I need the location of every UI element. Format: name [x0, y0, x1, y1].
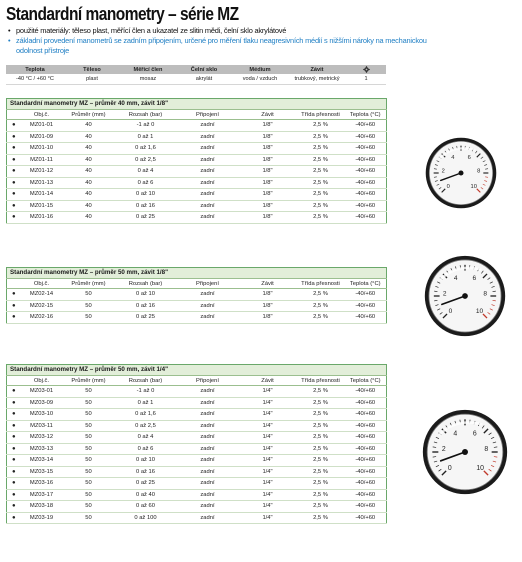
svg-text:2: 2 [442, 290, 447, 298]
table-cell: -40/+60 [345, 512, 387, 524]
table-cell: 0 až 40 [115, 489, 177, 501]
column-header: Rozsah (bar) [115, 279, 177, 289]
table-row [7, 512, 387, 524]
table-cell: -40/+60 [345, 177, 387, 189]
column-header: Připojení [177, 279, 239, 289]
row-bullet-icon: ● [7, 131, 21, 143]
row-bullet-icon: ● [7, 143, 21, 155]
table-cell: MZ03-15 [21, 466, 63, 478]
table-cell: MZ01-14 [21, 189, 63, 201]
table-cell: MZ01-13 [21, 177, 63, 189]
table-row [7, 289, 387, 301]
table-cell: 40 [63, 166, 115, 178]
svg-text:6: 6 [472, 275, 477, 283]
column-header: Třída přesnosti [297, 376, 345, 386]
row-bullet-icon: ● [7, 512, 21, 524]
column-header: Připojení [177, 376, 239, 386]
column-header: Obj.č. [21, 110, 63, 120]
table-cell: 0 až 16 [115, 466, 177, 478]
table-cell: 1/8" [239, 212, 297, 224]
column-header: Průměr (mm) [63, 376, 115, 386]
product-table-mz01 [6, 98, 387, 224]
table-cell: -40/+60 [345, 289, 387, 301]
table-cell: 1/4" [239, 443, 297, 455]
table-row [7, 455, 387, 467]
table-cell: 0 až 25 [115, 212, 177, 224]
table-cell: 2,5 % [297, 386, 345, 398]
row-bullet-icon: ● [7, 212, 21, 224]
table-cell: zadní [177, 420, 239, 432]
table-cell: zadní [177, 501, 239, 513]
table-cell: 1/4" [239, 432, 297, 444]
table-cell: 1/8" [239, 189, 297, 201]
table-cell: zadní [177, 166, 239, 178]
table-row [7, 478, 387, 490]
table-cell: zadní [177, 443, 239, 455]
table-cell: 40 [63, 154, 115, 166]
spec-table [6, 65, 386, 85]
row-bullet-icon: ● [7, 478, 21, 490]
table-cell: -40/+60 [345, 143, 387, 155]
pressure-gauge-40mm-icon [425, 137, 497, 209]
table-cell: 1/8" [239, 143, 297, 155]
table-cell: 1/4" [239, 501, 297, 513]
table-cell: MZ03-11 [21, 420, 63, 432]
table-cell: -40/+60 [345, 120, 387, 132]
table-row [7, 489, 387, 501]
table-title: Standardní manometry MZ – průměr 50 mm, závit 1/8" [6, 267, 387, 278]
table-cell: zadní [177, 131, 239, 143]
table-row [7, 312, 387, 324]
row-bullet-icon: ● [7, 386, 21, 398]
table-cell: -40/+60 [345, 397, 387, 409]
table-cell: 2,5 % [297, 143, 345, 155]
table-cell: 1/4" [239, 397, 297, 409]
table-cell: zadní [177, 300, 239, 312]
table-cell: 0 až 1,6 [115, 143, 177, 155]
table-cell: 40 [63, 200, 115, 212]
bullet-column-header [7, 110, 21, 120]
svg-text:0: 0 [446, 183, 450, 190]
table-row [7, 177, 387, 189]
table-cell: zadní [177, 512, 239, 524]
table-cell: -40/+60 [345, 200, 387, 212]
spec-cell: voda / vzduch [232, 74, 288, 85]
table-cell: 50 [63, 420, 115, 432]
gear-icon [363, 66, 370, 73]
column-header: Připojení [177, 110, 239, 120]
table-cell: 2,5 % [297, 166, 345, 178]
table-cell: MZ03-17 [21, 489, 63, 501]
svg-text:2: 2 [441, 168, 445, 175]
table-cell: MZ03-16 [21, 478, 63, 490]
table-cell: -40/+60 [345, 455, 387, 467]
table-cell: 40 [63, 120, 115, 132]
table-cell: 50 [63, 289, 115, 301]
row-bullet-icon: ● [7, 166, 21, 178]
table-cell: zadní [177, 455, 239, 467]
table-cell: 1/8" [239, 154, 297, 166]
table-cell: 2,5 % [297, 466, 345, 478]
table-header-row [7, 376, 387, 386]
row-bullet-icon: ● [7, 120, 21, 132]
svg-text:4: 4 [453, 430, 458, 438]
column-header: Rozsah (bar) [115, 376, 177, 386]
spec-header-row [6, 65, 386, 74]
column-header: Teplota (°C) [345, 376, 387, 386]
spec-header-cell [346, 65, 386, 74]
table-row [7, 432, 387, 444]
table-cell: 0 až 6 [115, 177, 177, 189]
table-cell: 50 [63, 478, 115, 490]
table-cell: 50 [63, 455, 115, 467]
feature-list [8, 26, 508, 56]
table-cell: MZ03-14 [21, 455, 63, 467]
table-cell: MZ01-12 [21, 166, 63, 178]
table-cell: 2,5 % [297, 312, 345, 324]
row-bullet-icon: ● [7, 177, 21, 189]
product-table-mz02 [6, 267, 387, 324]
column-header: Rozsah (bar) [115, 110, 177, 120]
table-cell: 2,5 % [297, 409, 345, 421]
table-row [7, 397, 387, 409]
row-bullet-icon: ● [7, 443, 21, 455]
row-bullet-icon: ● [7, 397, 21, 409]
table-cell: zadní [177, 432, 239, 444]
spec-header-cell: Médium [232, 65, 288, 74]
table-cell: -40/+60 [345, 154, 387, 166]
table-cell: 50 [63, 300, 115, 312]
table-cell: zadní [177, 120, 239, 132]
table-row [7, 409, 387, 421]
table-cell: 50 [63, 466, 115, 478]
table-cell: 0 až 4 [115, 166, 177, 178]
table-cell: -40/+60 [345, 386, 387, 398]
table-row [7, 166, 387, 178]
table-cell: 1/4" [239, 466, 297, 478]
svg-text:2: 2 [441, 446, 446, 454]
table-row [7, 443, 387, 455]
table-cell: -1 až 0 [115, 120, 177, 132]
spec-header-cell: Teplota [6, 65, 64, 74]
table-cell: 0 až 16 [115, 300, 177, 312]
table-row [7, 212, 387, 224]
table-cell: -40/+60 [345, 420, 387, 432]
table-cell: 1/4" [239, 489, 297, 501]
column-header: Teplota (°C) [345, 110, 387, 120]
pressure-gauge-50mm-icon [422, 409, 508, 495]
table-cell: 50 [63, 386, 115, 398]
table-cell: 0 až 4 [115, 432, 177, 444]
table-cell: 0 až 1 [115, 131, 177, 143]
svg-text:10: 10 [470, 183, 477, 190]
column-header: Obj.č. [21, 376, 63, 386]
svg-text:4: 4 [453, 275, 458, 283]
column-header: Závit [239, 376, 297, 386]
svg-text:6: 6 [472, 430, 477, 438]
table-cell: 1/8" [239, 166, 297, 178]
bullet-column-header [7, 376, 21, 386]
row-bullet-icon: ● [7, 289, 21, 301]
table-cell: 1/8" [239, 120, 297, 132]
table-row [7, 131, 387, 143]
table-cell: zadní [177, 489, 239, 501]
table-cell: 1/4" [239, 386, 297, 398]
column-header: Závit [239, 279, 297, 289]
table-cell: -40/+60 [345, 501, 387, 513]
table-row [7, 420, 387, 432]
table-cell: 40 [63, 212, 115, 224]
table-title: Standardní manometry MZ – průměr 40 mm, závit 1/8" [6, 98, 387, 109]
table-cell: 2,5 % [297, 443, 345, 455]
table-cell: 1/8" [239, 300, 297, 312]
table-cell: 0 až 1 [115, 397, 177, 409]
row-bullet-icon: ● [7, 501, 21, 513]
feature-item: • použité materiály: těleso plast, měřící člen a ukazatel ze slitin mědi, čelní sklo akrylátové [8, 26, 508, 36]
table-header-row [7, 110, 387, 120]
table-cell: MZ03-09 [21, 397, 63, 409]
table-cell: zadní [177, 397, 239, 409]
table-header-row [7, 279, 387, 289]
table-cell: 2,5 % [297, 432, 345, 444]
table-cell: zadní [177, 466, 239, 478]
table-row [7, 300, 387, 312]
table-cell: -40/+60 [345, 131, 387, 143]
table-row [7, 154, 387, 166]
table-cell: 0 až 10 [115, 289, 177, 301]
table-cell: -40/+60 [345, 489, 387, 501]
table-row [7, 466, 387, 478]
table-cell: -40/+60 [345, 432, 387, 444]
table-cell: 2,5 % [297, 154, 345, 166]
table-cell: 0 až 25 [115, 312, 177, 324]
table-row [7, 501, 387, 513]
table-cell: 1/4" [239, 455, 297, 467]
table-cell: 2,5 % [297, 455, 345, 467]
table-cell: 0 až 2,5 [115, 420, 177, 432]
table-cell: -40/+60 [345, 466, 387, 478]
row-bullet-icon: ● [7, 200, 21, 212]
spec-cell: -40 °C / +60 °C [6, 74, 64, 85]
table-cell: 50 [63, 432, 115, 444]
row-bullet-icon: ● [7, 189, 21, 201]
table-cell: 0 až 10 [115, 455, 177, 467]
column-header: Závit [239, 110, 297, 120]
table-cell: -40/+60 [345, 312, 387, 324]
table-row [7, 120, 387, 132]
table-cell: 2,5 % [297, 177, 345, 189]
table-cell: 2,5 % [297, 300, 345, 312]
table-cell: zadní [177, 289, 239, 301]
pressure-gauge-50mm-icon [424, 255, 506, 337]
spec-header-cell: Měřicí člen [120, 65, 176, 74]
table-cell: 50 [63, 443, 115, 455]
column-header: Průměr (mm) [63, 279, 115, 289]
table-cell: 50 [63, 312, 115, 324]
spec-cell: 1 [346, 74, 386, 85]
table-cell: 2,5 % [297, 120, 345, 132]
svg-text:0: 0 [447, 464, 452, 472]
bullet-column-header [7, 279, 21, 289]
table-row [7, 143, 387, 155]
table-cell: -40/+60 [345, 212, 387, 224]
table-cell: zadní [177, 312, 239, 324]
table-cell: 40 [63, 189, 115, 201]
table-cell: -40/+60 [345, 478, 387, 490]
table-cell: zadní [177, 212, 239, 224]
table-cell: zadní [177, 478, 239, 490]
svg-text:4: 4 [451, 155, 455, 162]
table-cell: 50 [63, 501, 115, 513]
row-bullet-icon: ● [7, 466, 21, 478]
column-header: Třída přesnosti [297, 279, 345, 289]
table-cell: 0 až 16 [115, 200, 177, 212]
table-cell: MZ03-01 [21, 386, 63, 398]
svg-text:0: 0 [448, 307, 453, 315]
spec-cell: mosaz [120, 74, 176, 85]
table-cell: 0 až 10 [115, 189, 177, 201]
row-bullet-icon: ● [7, 154, 21, 166]
table-cell: -40/+60 [345, 300, 387, 312]
table-cell: 0 až 6 [115, 443, 177, 455]
column-header: Teplota (°C) [345, 279, 387, 289]
table-cell: 2,5 % [297, 478, 345, 490]
table-cell: 50 [63, 512, 115, 524]
table-cell: 40 [63, 143, 115, 155]
table-cell: MZ03-18 [21, 501, 63, 513]
spec-row [6, 74, 386, 85]
table-cell: 2,5 % [297, 489, 345, 501]
table-row [7, 200, 387, 212]
row-bullet-icon: ● [7, 409, 21, 421]
table-cell: 1/4" [239, 478, 297, 490]
table-row [7, 386, 387, 398]
table-cell: MZ01-09 [21, 131, 63, 143]
row-bullet-icon: ● [7, 300, 21, 312]
table-cell: -40/+60 [345, 166, 387, 178]
table-cell: 2,5 % [297, 131, 345, 143]
table-cell: MZ01-11 [21, 154, 63, 166]
table-cell: MZ01-10 [21, 143, 63, 155]
svg-text:10: 10 [475, 307, 484, 315]
spec-header-cell: Čelní sklo [176, 65, 232, 74]
table-cell: 0 až 1,6 [115, 409, 177, 421]
spec-header-cell: Závit [288, 65, 346, 74]
row-bullet-icon: ● [7, 432, 21, 444]
table-cell: MZ02-14 [21, 289, 63, 301]
table-cell: zadní [177, 409, 239, 421]
column-header: Průměr (mm) [63, 110, 115, 120]
table-cell: zadní [177, 154, 239, 166]
table-cell: zadní [177, 177, 239, 189]
table-cell: MZ03-13 [21, 443, 63, 455]
table-cell: MZ01-15 [21, 200, 63, 212]
table-cell: 2,5 % [297, 420, 345, 432]
svg-text:8: 8 [484, 446, 489, 454]
svg-text:10: 10 [476, 464, 485, 472]
table-cell: MZ02-15 [21, 300, 63, 312]
table-cell: 0 až 100 [115, 512, 177, 524]
table-cell: 1/4" [239, 409, 297, 421]
table-cell: 2,5 % [297, 512, 345, 524]
table-title: Standardní manometry MZ – průměr 50 mm, závit 1/4" [6, 364, 387, 375]
table-cell: 2,5 % [297, 501, 345, 513]
table-cell: MZ03-19 [21, 512, 63, 524]
row-bullet-icon: ● [7, 420, 21, 432]
table-cell: 0 až 2,5 [115, 154, 177, 166]
table-cell: 1/8" [239, 131, 297, 143]
table-cell: -1 až 0 [115, 386, 177, 398]
table-cell: zadní [177, 189, 239, 201]
table-cell: -40/+60 [345, 189, 387, 201]
table-cell: 50 [63, 489, 115, 501]
feature-item: • základní provedení manometrů se zadním připojením, určené pro měření tlaku neagresivních médií s nižšími nároky na mechanickou odolnost přístroje [8, 36, 508, 56]
column-header: Obj.č. [21, 279, 63, 289]
svg-text:6: 6 [467, 155, 471, 162]
table-cell: 0 až 60 [115, 501, 177, 513]
table-cell: zadní [177, 143, 239, 155]
spec-cell: akrylát [176, 74, 232, 85]
page-title: Standardní manometry – série MZ [6, 4, 239, 24]
product-table-mz03 [6, 364, 387, 524]
table-cell: 2,5 % [297, 200, 345, 212]
spec-cell: plast [64, 74, 120, 85]
table-cell: MZ03-12 [21, 432, 63, 444]
table-cell: 1/8" [239, 177, 297, 189]
table-cell: 1/4" [239, 512, 297, 524]
row-bullet-icon: ● [7, 312, 21, 324]
table-cell: MZ03-10 [21, 409, 63, 421]
table-cell: zadní [177, 386, 239, 398]
row-bullet-icon: ● [7, 455, 21, 467]
table-cell: 50 [63, 409, 115, 421]
table-cell: 40 [63, 131, 115, 143]
table-cell: -40/+60 [345, 409, 387, 421]
table-cell: 2,5 % [297, 189, 345, 201]
table-cell: 50 [63, 397, 115, 409]
table-cell: zadní [177, 200, 239, 212]
table-cell: MZ02-16 [21, 312, 63, 324]
table-cell: 1/8" [239, 289, 297, 301]
table-cell: 1/8" [239, 312, 297, 324]
table-cell: 1/4" [239, 420, 297, 432]
table-row [7, 189, 387, 201]
spec-cell: trubkový, metrický [288, 74, 346, 85]
table-cell: -40/+60 [345, 443, 387, 455]
spec-header-cell: Těleso [64, 65, 120, 74]
table-cell: MZ01-01 [21, 120, 63, 132]
table-cell: 40 [63, 177, 115, 189]
row-bullet-icon: ● [7, 489, 21, 501]
svg-text:8: 8 [477, 168, 481, 175]
table-cell: 0 až 25 [115, 478, 177, 490]
table-cell: 2,5 % [297, 289, 345, 301]
table-cell: 2,5 % [297, 212, 345, 224]
column-header: Třída přesnosti [297, 110, 345, 120]
table-cell: 2,5 % [297, 397, 345, 409]
table-cell: 1/8" [239, 200, 297, 212]
table-cell: MZ01-16 [21, 212, 63, 224]
svg-text:8: 8 [483, 290, 488, 298]
